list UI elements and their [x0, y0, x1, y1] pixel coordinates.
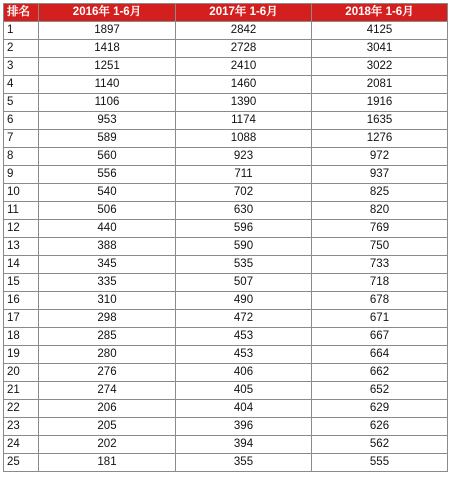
year-2018-value-cell: 1635	[312, 112, 448, 130]
year-2018-value-cell: 937	[312, 166, 448, 184]
year-2016-value-cell: 206	[39, 400, 176, 418]
year-2018-value-cell: 769	[312, 220, 448, 238]
table-row	[4, 94, 448, 112]
rank-cell: 20	[4, 364, 39, 382]
year-2017-value-cell: 453	[176, 328, 312, 346]
year-2018-value-cell: 662	[312, 364, 448, 382]
year-2018-value-cell: 678	[312, 292, 448, 310]
table-row	[4, 40, 448, 58]
year-2017-value-cell: 2728	[176, 40, 312, 58]
year-2017-value-cell: 490	[176, 292, 312, 310]
year-2017-value-cell: 406	[176, 364, 312, 382]
year-2016-value-cell: 298	[39, 310, 176, 328]
year-2018-value-cell: 825	[312, 184, 448, 202]
rank-cell: 16	[4, 292, 39, 310]
rank-cell: 8	[4, 148, 39, 166]
year-2016-value-cell: 953	[39, 112, 176, 130]
rank-cell: 13	[4, 238, 39, 256]
table-row	[4, 22, 448, 40]
year-2018-value-cell: 671	[312, 310, 448, 328]
table-row	[4, 292, 448, 310]
year-2017-value-cell: 355	[176, 454, 312, 472]
year-2018-value-cell: 750	[312, 238, 448, 256]
year-2018-value-cell: 2081	[312, 76, 448, 94]
table-row	[4, 328, 448, 346]
rank-cell: 15	[4, 274, 39, 292]
year-2018-value-cell: 3041	[312, 40, 448, 58]
rank-cell: 12	[4, 220, 39, 238]
table-row	[4, 220, 448, 238]
rank-cell: 7	[4, 130, 39, 148]
rank-cell: 4	[4, 76, 39, 94]
year-2017-value-cell: 1088	[176, 130, 312, 148]
rank-cell: 9	[4, 166, 39, 184]
year-2017-value-cell: 596	[176, 220, 312, 238]
rank-cell: 23	[4, 418, 39, 436]
year-2016-value-cell: 1106	[39, 94, 176, 112]
year-2017-value-cell: 711	[176, 166, 312, 184]
year-2016-value-cell: 276	[39, 364, 176, 382]
table-row	[4, 310, 448, 328]
year-2018-value-cell: 629	[312, 400, 448, 418]
header-row	[4, 4, 448, 22]
ranking-table	[3, 3, 448, 472]
rank-cell: 24	[4, 436, 39, 454]
rank-cell: 11	[4, 202, 39, 220]
rank-cell: 19	[4, 346, 39, 364]
year-2018-value-cell: 562	[312, 436, 448, 454]
table-row	[4, 274, 448, 292]
table-row	[4, 58, 448, 76]
year-2017-value-cell: 507	[176, 274, 312, 292]
year-2016-value-cell: 335	[39, 274, 176, 292]
year-2017-value-cell: 702	[176, 184, 312, 202]
year-2016-value-cell: 506	[39, 202, 176, 220]
year-2018-column-header: 2018年 1-6月	[312, 4, 448, 22]
year-2017-value-cell: 394	[176, 436, 312, 454]
rank-cell: 18	[4, 328, 39, 346]
year-2017-value-cell: 630	[176, 202, 312, 220]
table-row	[4, 346, 448, 364]
year-2018-value-cell: 4125	[312, 22, 448, 40]
rank-cell: 17	[4, 310, 39, 328]
rank-cell: 1	[4, 22, 39, 40]
year-2017-value-cell: 923	[176, 148, 312, 166]
year-2018-value-cell: 664	[312, 346, 448, 364]
year-2016-value-cell: 205	[39, 418, 176, 436]
year-2018-value-cell: 1276	[312, 130, 448, 148]
table-header	[4, 4, 448, 22]
year-2017-value-cell: 535	[176, 256, 312, 274]
year-2018-value-cell: 667	[312, 328, 448, 346]
year-2017-value-cell: 2410	[176, 58, 312, 76]
table-row	[4, 382, 448, 400]
year-2017-value-cell: 590	[176, 238, 312, 256]
table-row	[4, 400, 448, 418]
rank-cell: 5	[4, 94, 39, 112]
rank-cell: 10	[4, 184, 39, 202]
year-2016-value-cell: 560	[39, 148, 176, 166]
year-2017-value-cell: 2842	[176, 22, 312, 40]
table-row	[4, 418, 448, 436]
year-2017-value-cell: 404	[176, 400, 312, 418]
year-2017-value-cell: 1460	[176, 76, 312, 94]
year-2018-value-cell: 3022	[312, 58, 448, 76]
year-2016-value-cell: 388	[39, 238, 176, 256]
rank-column-header: 排名	[4, 4, 39, 22]
rank-cell: 25	[4, 454, 39, 472]
year-2016-value-cell: 556	[39, 166, 176, 184]
year-2017-value-cell: 453	[176, 346, 312, 364]
table-row	[4, 238, 448, 256]
year-2017-value-cell: 405	[176, 382, 312, 400]
table-row	[4, 202, 448, 220]
rank-cell: 2	[4, 40, 39, 58]
table-row	[4, 148, 448, 166]
year-2016-value-cell: 181	[39, 454, 176, 472]
year-2016-value-cell: 1897	[39, 22, 176, 40]
year-2018-value-cell: 626	[312, 418, 448, 436]
rank-cell: 21	[4, 382, 39, 400]
year-2017-value-cell: 1174	[176, 112, 312, 130]
rank-cell: 22	[4, 400, 39, 418]
year-2017-value-cell: 396	[176, 418, 312, 436]
year-2018-value-cell: 820	[312, 202, 448, 220]
rank-cell: 6	[4, 112, 39, 130]
year-2016-value-cell: 280	[39, 346, 176, 364]
year-2018-value-cell: 1916	[312, 94, 448, 112]
table-row	[4, 364, 448, 382]
year-2018-value-cell: 972	[312, 148, 448, 166]
table-body	[4, 22, 448, 472]
year-2018-value-cell: 652	[312, 382, 448, 400]
year-2016-value-cell: 1418	[39, 40, 176, 58]
year-2016-column-header: 2016年 1-6月	[39, 4, 176, 22]
year-2017-column-header: 2017年 1-6月	[176, 4, 312, 22]
year-2018-value-cell: 733	[312, 256, 448, 274]
year-2016-value-cell: 1140	[39, 76, 176, 94]
year-2016-value-cell: 589	[39, 130, 176, 148]
table-row	[4, 130, 448, 148]
rank-cell: 3	[4, 58, 39, 76]
year-2017-value-cell: 472	[176, 310, 312, 328]
year-2016-value-cell: 274	[39, 382, 176, 400]
year-2016-value-cell: 1251	[39, 58, 176, 76]
year-2016-value-cell: 285	[39, 328, 176, 346]
year-2016-value-cell: 540	[39, 184, 176, 202]
table-row	[4, 436, 448, 454]
year-2016-value-cell: 345	[39, 256, 176, 274]
ranking-table-container	[3, 3, 447, 472]
year-2018-value-cell: 555	[312, 454, 448, 472]
table-row	[4, 166, 448, 184]
rank-cell: 14	[4, 256, 39, 274]
year-2016-value-cell: 202	[39, 436, 176, 454]
table-row	[4, 112, 448, 130]
year-2018-value-cell: 718	[312, 274, 448, 292]
table-row	[4, 454, 448, 472]
year-2017-value-cell: 1390	[176, 94, 312, 112]
table-row	[4, 184, 448, 202]
table-row	[4, 256, 448, 274]
year-2016-value-cell: 310	[39, 292, 176, 310]
year-2016-value-cell: 440	[39, 220, 176, 238]
table-row	[4, 76, 448, 94]
